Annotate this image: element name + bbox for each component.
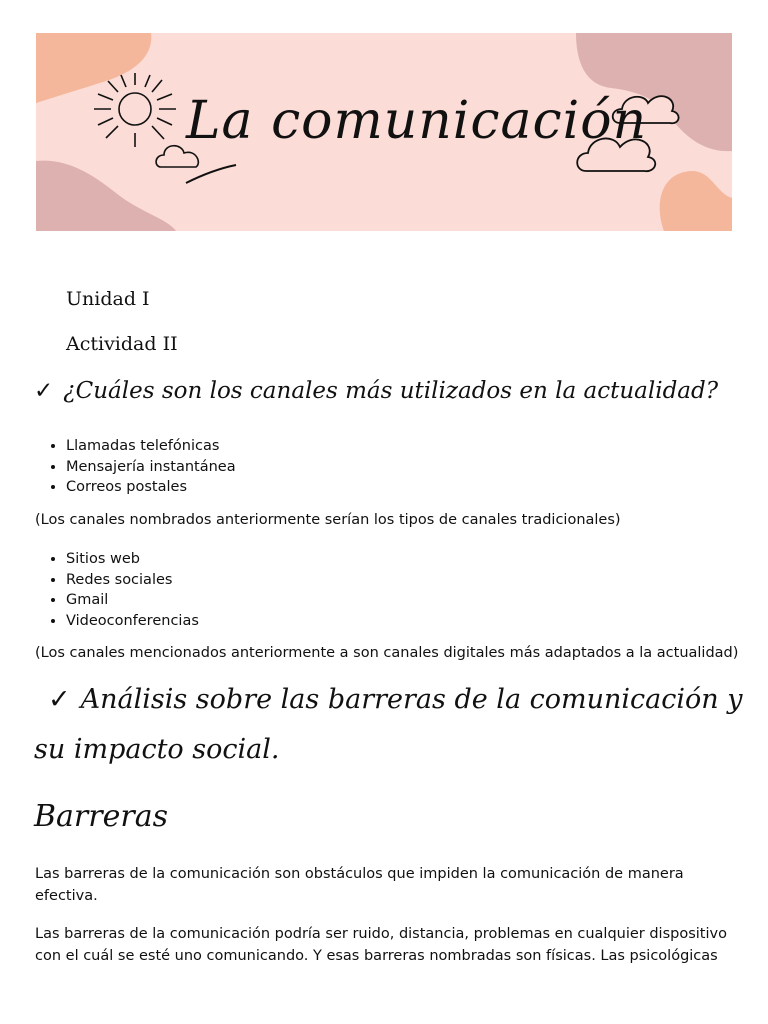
banner-title: La comunicación (186, 91, 648, 151)
check-icon: ✓ (34, 378, 54, 404)
list-item: • Mensajería instantánea (66, 457, 236, 478)
list-item: • Videoconferencias (66, 611, 199, 632)
list-item: • Gmail (66, 590, 199, 611)
barreras-subheading: Barreras (34, 799, 168, 834)
digital-channels-list (46, 549, 199, 631)
list-item: • Correos postales (66, 477, 236, 498)
traditional-note: (Los canales nombrados anteriormente serían los tipos de canales tradicionales) (35, 512, 621, 528)
peach-blob-bottom-right (660, 171, 732, 231)
sun-icon (94, 73, 176, 147)
activity-label: Actividad II (66, 333, 178, 355)
section2-title-line1: Análisis sobre las barreras de la comunicación y (80, 684, 743, 715)
section1-heading (34, 378, 718, 404)
traditional-channels-list (46, 436, 236, 498)
list-item: • Sitios web (66, 549, 199, 570)
section2-heading-line2: su impacto social. (34, 734, 280, 765)
header-banner (36, 33, 732, 231)
list-item: • Llamadas telefónicas (66, 436, 236, 457)
section2-heading-line1 (48, 684, 742, 715)
paragraph-1: Las barreras de la comunicación son obstáculos que impiden la comunicación de manera efectiva. (35, 866, 684, 904)
section1-question: ¿Cuáles son los canales más utilizados en la actualidad? (63, 378, 719, 404)
unit-label: Unidad I (66, 288, 150, 310)
digital-note: (Los canales mencionados anteriormente a son canales digitales más adaptados a la actualidad) (35, 645, 739, 661)
paragraph-2: Las barreras de la comunicación podría ser ruido, distancia, problemas en cualquier dispositivo con el cuál se esté uno comunicando. Y esas barreras nombradas son físicas. Las psicológicas (35, 926, 727, 964)
check-icon: ✓ (48, 684, 71, 715)
list-item: • Redes sociales (66, 570, 199, 591)
mauve-blob-bottom-left (36, 161, 176, 231)
